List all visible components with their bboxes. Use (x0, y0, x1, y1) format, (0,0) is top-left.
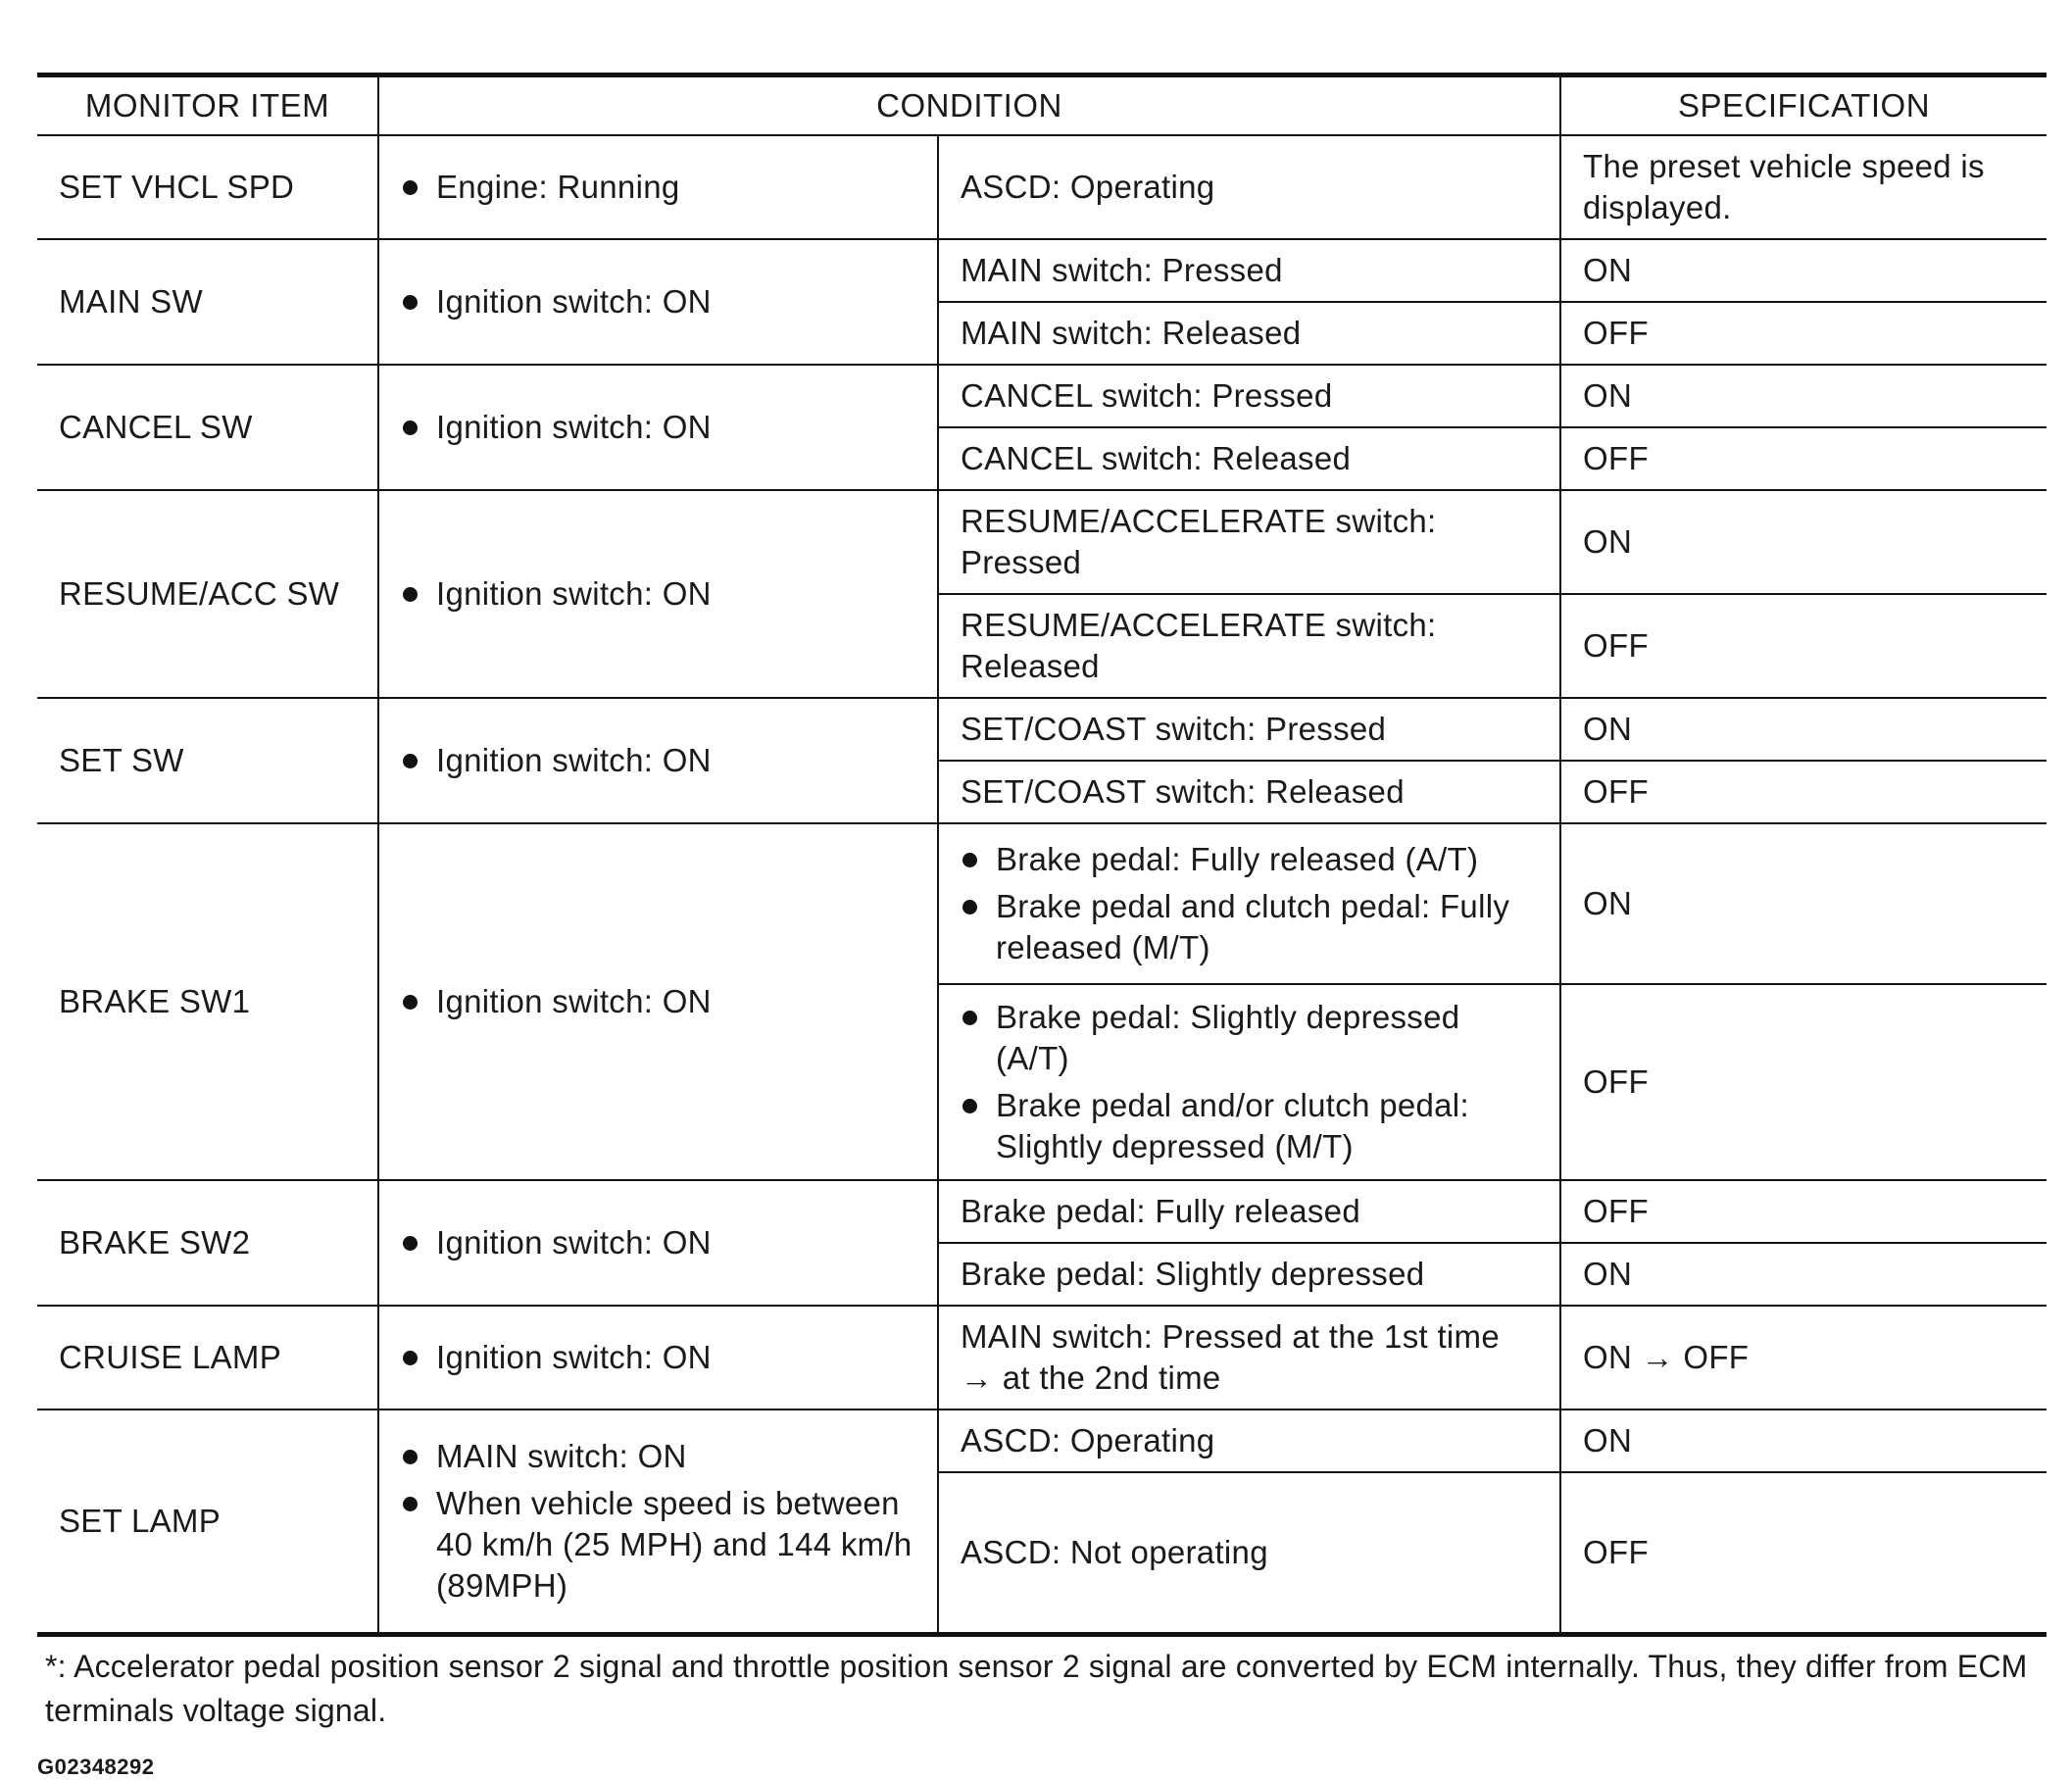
condition-detail: SET/COAST switch: Released (938, 761, 1560, 823)
monitor-item: MAIN SW (59, 283, 203, 320)
condition-detail: ASCD: Not operating (938, 1472, 1560, 1635)
table-row (37, 1180, 2047, 1243)
condition-cell (378, 1180, 938, 1306)
condition-detail (938, 984, 1560, 1180)
table-header-row (37, 75, 2047, 136)
detail-bullet: Brake pedal: Slightly depressed (A/T) (961, 997, 1538, 1079)
condition-bullet: Ignition switch: ON (401, 407, 915, 448)
condition-bullet: Ignition switch: ON (401, 573, 915, 615)
monitor-item: CRUISE LAMP (59, 1339, 282, 1375)
specification-value: ON (1560, 490, 2047, 594)
header-condition: CONDITION (378, 75, 1560, 136)
condition-bullet: Ignition switch: ON (401, 281, 915, 322)
specification-value: OFF (1560, 302, 2047, 365)
monitor-item: CANCEL SW (59, 409, 253, 445)
condition-detail: MAIN switch: Pressed (938, 239, 1560, 302)
condition-detail: MAIN switch: Pressed at the 1st time → at the 2nd time (938, 1306, 1560, 1409)
condition-cell (378, 823, 938, 1180)
specification-value: ON (1560, 239, 2047, 302)
monitor-item: BRAKE SW1 (59, 983, 251, 1019)
condition-bullet: Engine: Running (401, 167, 915, 208)
table-row (37, 135, 2047, 239)
condition-detail: MAIN switch: Released (938, 302, 1560, 365)
specification-value: OFF (1560, 984, 2047, 1180)
specification-value: OFF (1560, 1472, 2047, 1635)
header-monitor-item: MONITOR ITEM (84, 87, 330, 124)
specification-value: ON → OFF (1560, 1306, 2047, 1409)
condition-detail: CANCEL switch: Released (938, 427, 1560, 490)
footnote: *: Accelerator pedal position sensor 2 signal and throttle position sensor 2 signal are converted by ECM internally. Thus, they differ from ECM terminals voltage signal. (45, 1649, 2028, 1728)
condition-detail: ASCD: Operating (938, 1409, 1560, 1472)
specification-value: ON (1560, 823, 2047, 984)
specification-value: OFF (1560, 594, 2047, 698)
condition-cell (378, 135, 938, 239)
monitor-item: RESUME/ACC SW (59, 575, 340, 612)
specification-value: OFF (1560, 427, 2047, 490)
condition-bullet: Ignition switch: ON (401, 1222, 915, 1263)
specification-value: ON (1560, 1409, 2047, 1472)
condition-cell (378, 1306, 938, 1409)
condition-detail: RESUME/ACCELERATE switch: Pressed (938, 490, 1560, 594)
specification-value: The preset vehicle speed is displayed. (1560, 135, 2047, 239)
table-row (37, 698, 2047, 761)
condition-detail: RESUME/ACCELERATE switch: Released (938, 594, 1560, 698)
specification-value: OFF (1560, 1180, 2047, 1243)
table-row (37, 1409, 2047, 1472)
figure-id: G02348292 (37, 1755, 155, 1779)
table-row (37, 823, 2047, 984)
condition-bullet: When vehicle speed is between 40 km/h (25 MPH) and 144 km/h (89MPH) (401, 1483, 915, 1607)
header-specification: SPECIFICATION (1560, 75, 2047, 136)
monitor-item: BRAKE SW2 (59, 1224, 251, 1261)
monitor-spec-table (37, 73, 2047, 1637)
detail-bullet: Brake pedal and clutch pedal: Fully released (M/T) (961, 886, 1538, 968)
condition-bullet: Ignition switch: ON (401, 1337, 915, 1378)
condition-bullet: MAIN switch: ON (401, 1436, 915, 1477)
condition-detail: Brake pedal: Fully released (938, 1180, 1560, 1243)
specification-value: ON (1560, 365, 2047, 427)
condition-cell (378, 1409, 938, 1635)
condition-detail: CANCEL switch: Pressed (938, 365, 1560, 427)
specification-value: ON (1560, 1243, 2047, 1306)
detail-bullet: Brake pedal and/or clutch pedal: Slightly depressed (M/T) (961, 1085, 1538, 1167)
condition-cell (378, 698, 938, 823)
condition-detail: ASCD: Operating (938, 135, 1560, 239)
condition-detail (938, 823, 1560, 984)
detail-bullet: Brake pedal: Fully released (A/T) (961, 839, 1538, 880)
monitor-item: SET VHCL SPD (59, 169, 295, 205)
condition-cell (378, 490, 938, 698)
condition-detail: Brake pedal: Slightly depressed (938, 1243, 1560, 1306)
table-row (37, 239, 2047, 302)
table-row (37, 490, 2047, 594)
monitor-item: SET SW (59, 742, 184, 778)
table-row (37, 365, 2047, 427)
condition-cell (378, 365, 938, 490)
condition-detail: SET/COAST switch: Pressed (938, 698, 1560, 761)
condition-bullet: Ignition switch: ON (401, 981, 915, 1022)
document (37, 73, 2047, 1780)
specification-value: ON (1560, 698, 2047, 761)
condition-bullet: Ignition switch: ON (401, 740, 915, 781)
monitor-item: SET LAMP (59, 1503, 222, 1539)
table-row (37, 1306, 2047, 1409)
specification-value: OFF (1560, 761, 2047, 823)
condition-cell (378, 239, 938, 365)
